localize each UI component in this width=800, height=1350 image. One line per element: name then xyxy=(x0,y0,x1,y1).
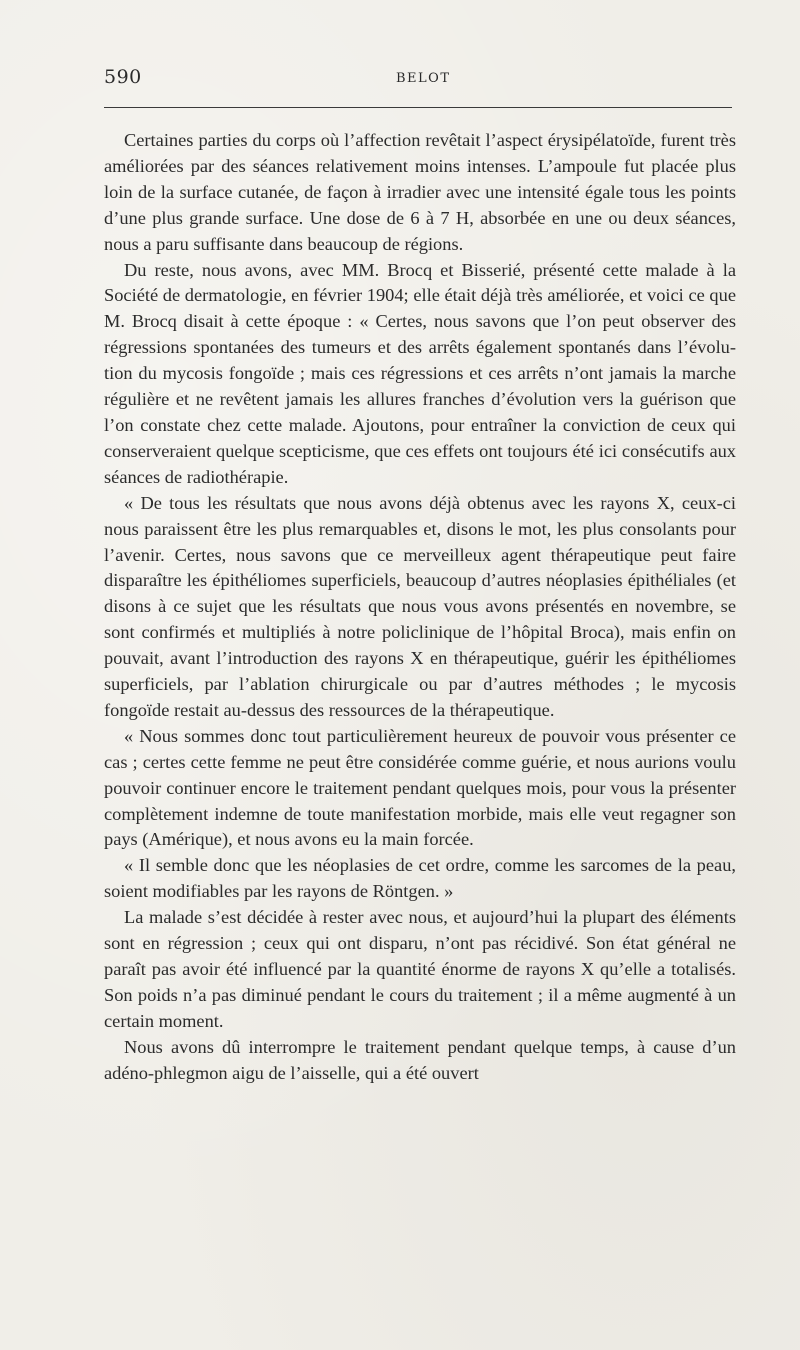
page-header xyxy=(104,66,732,96)
page-number: 590 xyxy=(104,66,142,88)
header-rule xyxy=(104,107,732,108)
paragraph: Certaines parties du corps où l’affection revêtait l’aspect érysipélatoïde, furent très améliorées par des séances relativement moins intenses. L’ampoule fut placée plus loin de la surface cutanée, de façon à irradier avec une intensité égale tous les points d’une plus grande surface. Une dose de 6 à 7 H, absorbée en une ou deux séances, nous a paru suffisante dans beaucoup de régions. xyxy=(104,130,736,254)
paragraph: « Nous sommes donc tout particulièrement heureux de pouvoir vous présenter ce cas ; certes cette femme ne peut être considérée comme guérie, et nous aurions voulu pouvoir continuer encore le traitement pendant quelques mois, pour vous la présenter complètement indemne de toute manifestation morbide, mais elle veut regagner son pays (Amérique), et nous avons eu la main forcée. xyxy=(104,725,736,850)
paragraph: Du reste, nous avons, avec MM. Brocq et Bisserié, présenté cette malade à la Société de dermatologie, en février 1904; elle était déjà très améliorée, et voici ce que M. Brocq disait à cette époque : « Certes, nous savons que l’on peut observer des régressions spontanées des tumeurs et des arrêts également spontanés dans l’évolution du mycosis fongoïde ; mais ces régressions et ces arrêts n’ont jamais la marche régulière et ne revêtent jamais les allures franches d’évolution vers la guérison que l’on constate chez cette malade. Ajoutons, pour entraîner la conviction de ceux qui conserveraient quelque scepticisme, que ces effets ont toujours été ici consécutifs aux séances de radiothérapie. xyxy=(104,259,736,487)
body-text xyxy=(104,128,736,1087)
paragraph: Nous avons dû interrompre le traitement pendant quelque temps, à cause d’un adéno-phlegmon aigu de l’aisselle, qui a été ouvert xyxy=(104,1036,736,1083)
running-head: BELOT xyxy=(396,71,451,86)
paragraph: « Il semble donc que les néoplasies de cet ordre, comme les sarcomes de la peau, soient modifiables par les rayons de Röntgen. » xyxy=(104,855,736,902)
paragraph: La malade s’est décidée à rester avec nous, et aujourd’hui la plupart des éléments sont en régression ; ceux qui ont disparu, n’ont pas récidivé. Son état général ne paraît pas avoir été influencé par la quantité énorme de rayons X qu’elle a totalisés. Son poids n’a pas diminué pendant le cours du traitement ; il a même augmenté à un certain moment. xyxy=(104,907,736,1031)
paragraph: « De tous les résultats que nous avons déjà obtenus avec les rayons X, ceux-ci nous paraissent être les plus remarquables et, disons le mot, les plus consolants pour l’avenir. Certes, nous savons que ce merveilleux agent thérapeutique peut faire disparaître les épithéliomes superficiels, beaucoup d’autres néoplasies épithéliales (et disons à ce sujet que les résultats que nous vous avons présentés en novembre, se sont confirmés et multipliés à notre policlinique de l’hôpital Broca), mais enfin on pouvait, avant l’introduction des rayons X en thérapeutique, guérir les épithéliomes superficiels, par l’ablation chirurgicale ou par d’autres méthodes ; le mycosis fongoïde restait au-dessus des ressources de la thérapeutique. xyxy=(104,492,736,720)
